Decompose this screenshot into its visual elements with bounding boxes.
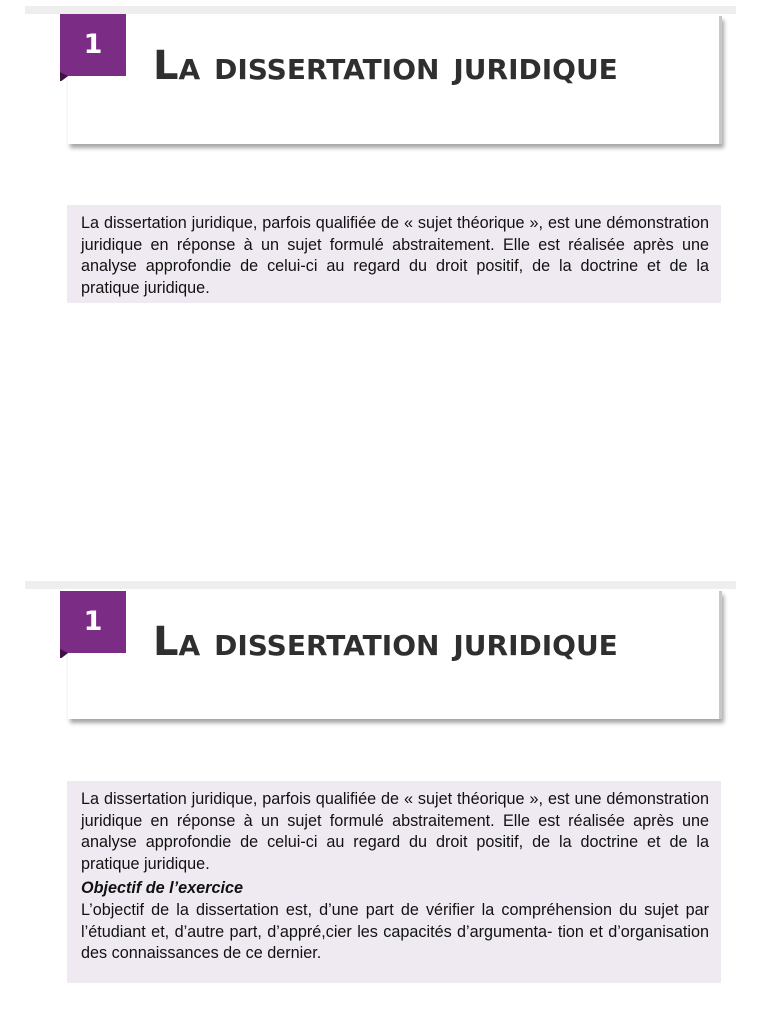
intro-panel (67, 205, 721, 303)
top-chapter-number-tab (60, 14, 126, 81)
intro-text: La dissertation juridique, parfois qualifiée de « sujet théorique », est une démonstration juridique en réponse à un sujet formulé abstraitement. Elle est réalisée après une analyse approfondie de celui-ci au regard du droit positif, de la doctrine et de la pratique juridique. (81, 790, 709, 873)
objective-text: L’objectif de la dissertation est, d’une part de vérifier la compréhension du sujet par l’étudiant et, d’autre part, d’appré,cier les capacités d’argumenta- tion et d’organisation des connaissances de ce dernier. (81, 901, 709, 962)
chapter-number: 1 (83, 29, 103, 60)
top-page-top-line (25, 6, 736, 14)
bottom-page-top-line (25, 581, 736, 589)
intro-text: La dissertation juridique, parfois qualifiée de « sujet théorique », est une démonstration juridique en réponse à un sujet formulé abstraitement. Elle est réalisée après une analyse approfondie de celui-ci au regard du droit positif, de la doctrine et de la pratique juridique. (81, 214, 709, 297)
chapter-title: La dissertation juridique (153, 619, 618, 665)
bottom-chapter-number-tab (60, 591, 126, 658)
intro-panel (67, 781, 721, 983)
chapter-number: 1 (83, 606, 103, 637)
objective-heading: Objectif de l’exercice (81, 879, 243, 897)
chapter-title: La dissertation juridique (153, 43, 618, 89)
